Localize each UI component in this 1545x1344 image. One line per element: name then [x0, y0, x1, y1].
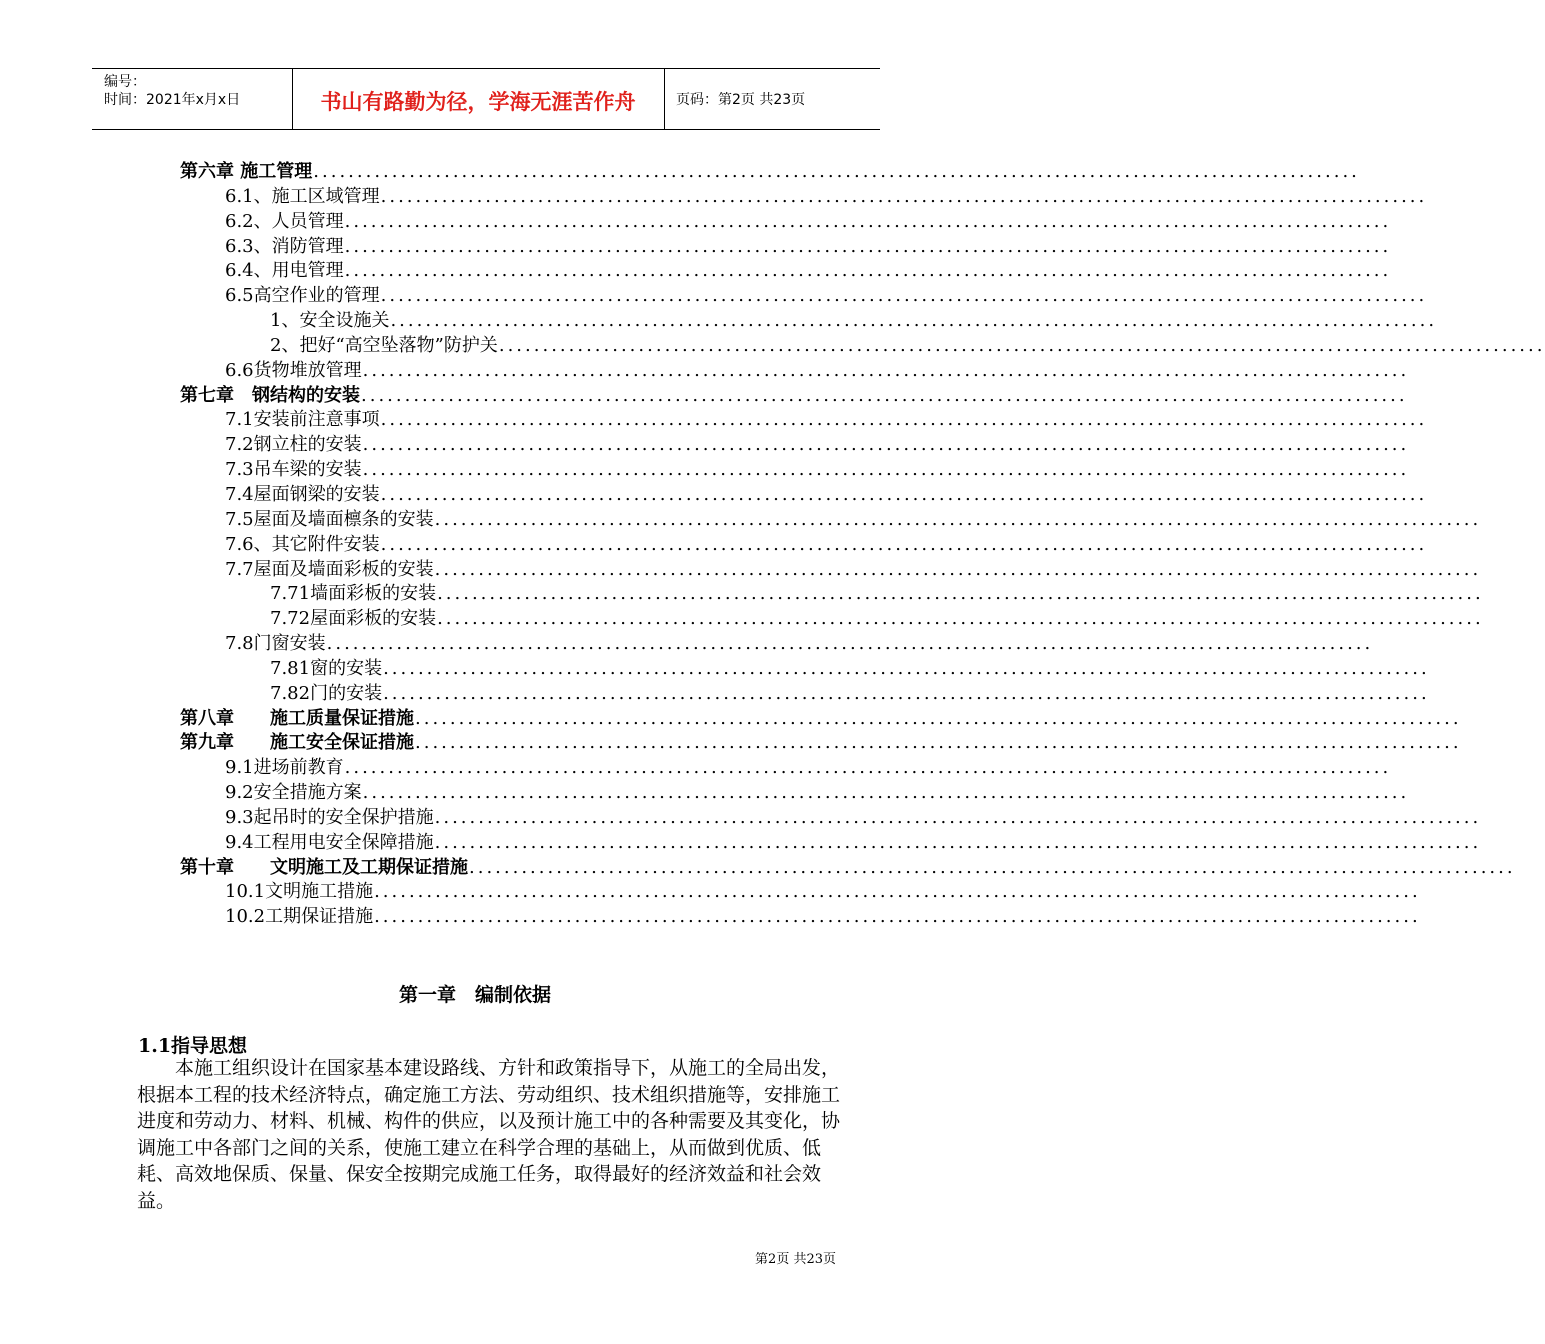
toc-entry — [0, 359, 1410, 384]
toc-leader-dots: ........................................................................................................................ — [361, 384, 1408, 406]
toc-entry — [0, 607, 1484, 632]
toc-entry-label: 第六章 施工管理 — [180, 161, 313, 182]
toc-leader-dots: ........................................................................................................................ — [326, 633, 1374, 655]
toc-leader-dots: ........................................................................................................................ — [380, 409, 1428, 431]
toc-entry-label: 7.3吊车梁的安装 — [225, 459, 362, 481]
toc-entry — [0, 160, 1360, 185]
toc-entry-label: 6.3、消防管理 — [225, 235, 344, 257]
toc-entry — [0, 831, 1482, 856]
toc-entry — [0, 210, 1392, 235]
toc-leader-dots: ........................................................................................................................ — [344, 210, 1392, 232]
toc-leader-dots: ........................................................................................................................ — [380, 185, 1428, 207]
toc-entry-label: 10.1文明施工措施 — [225, 881, 374, 903]
toc-entry-label: 6.1、施工区域管理 — [225, 185, 380, 207]
toc-entry — [0, 309, 1438, 334]
toc-leader-dots: ........................................................................................................................ — [383, 682, 1430, 704]
footer-page-number: 第2页 共23页 — [755, 1252, 836, 1267]
toc-entry — [0, 707, 1462, 732]
toc-leader-dots: ........................................................................................................................ — [434, 806, 1482, 828]
toc-leader-dots: ........................................................................................................................ — [415, 732, 1462, 754]
toc-entry-label: 6.5高空作业的管理 — [225, 285, 380, 307]
header-info-cell — [92, 69, 293, 129]
toc-leader-dots: ........................................................................................................................ — [380, 285, 1428, 307]
toc-leader-dots: ........................................................................................................................ — [344, 235, 1392, 257]
toc-entry — [0, 384, 1408, 409]
toc-leader-dots: ........................................................................................................................ — [380, 483, 1428, 505]
toc-entry-label: 第八章 施工质量保证措施 — [180, 707, 414, 729]
toc-entry-label: 1、安全设施关 — [270, 310, 390, 332]
body-paragraph: 本施工组织设计在国家基本建设路线、方针和政策指导下，从施工的全局出发，根据本工程的技术经济特点，确定施工方法、劳动组织、技术组织措施等，安排施工进度和劳动力、材料、机械、构件的供应，以及预计施工中的各种需要及其变化，协调施工中各部门之间的关系，使施工建立在科学合理的基础上，从而做到优质、低耗、高效地保质、保量、保安全按期完成施工任务，取得最好的经济效益和社会效益。 — [137, 1057, 841, 1212]
toc-entry — [0, 781, 1410, 806]
toc-leader-dots: ........................................................................................................................ — [434, 831, 1482, 853]
toc-leader-dots: ........................................................................................................................ — [469, 856, 1516, 878]
toc-leader-dots: ........................................................................................................................ — [415, 707, 1462, 729]
toc-entry — [0, 731, 1462, 756]
toc-entry-label: 7.1安装前注意事项 — [225, 409, 380, 431]
toc-entry — [0, 632, 1374, 657]
toc-entry — [0, 756, 1392, 781]
toc-entry-label: 10.2工期保证措施 — [225, 906, 374, 928]
toc-entry — [0, 682, 1430, 707]
doc-number: 编号： — [104, 74, 146, 90]
toc-entry — [0, 558, 1482, 583]
toc-entry — [0, 508, 1482, 533]
toc-entry-label: 7.8门窗安装 — [225, 633, 326, 655]
header-page-number: 页码：第2页 共23页 — [676, 92, 806, 108]
toc-leader-dots: ........................................................................................................................ — [437, 583, 1484, 605]
toc-entry-label: 7.82门的安装 — [270, 682, 383, 704]
toc-leader-dots: ........................................................................................................................ — [344, 757, 1392, 779]
toc-entry — [0, 408, 1428, 433]
toc-leader-dots: ........................................................................................................................ — [362, 782, 1410, 804]
toc-entry — [0, 905, 1421, 930]
toc-entry — [0, 483, 1428, 508]
table-of-contents — [0, 160, 1545, 930]
toc-entry-label: 7.4屋面钢梁的安装 — [225, 483, 380, 505]
toc-entry-label: 7.81窗的安装 — [270, 657, 383, 679]
doc-date: 时间：2021年x月x日 — [104, 92, 241, 108]
motto: 书山有路勤为径，学海无涯苦作舟 — [320, 90, 636, 114]
toc-entry — [0, 334, 1545, 359]
toc-leader-dots: ........................................................................................................................ — [498, 334, 1545, 356]
toc-entry — [0, 259, 1392, 284]
toc-entry-label: 第九章 施工安全保证措施 — [180, 732, 414, 754]
toc-leader-dots: ........................................................................................................................ — [390, 310, 1438, 332]
toc-entry-label: 7.2钢立柱的安装 — [225, 434, 362, 456]
toc-leader-dots: ........................................................................................................................ — [362, 434, 1410, 456]
toc-leader-dots: ........................................................................................................................ — [362, 459, 1410, 481]
toc-entry — [0, 582, 1484, 607]
toc-entry-label: 9.1进场前教育 — [225, 757, 344, 779]
toc-entry-label: 7.72屋面彩板的安装 — [270, 608, 437, 630]
toc-entry — [0, 235, 1392, 260]
toc-entry — [0, 433, 1410, 458]
toc-leader-dots: ........................................................................................................................ — [383, 657, 1430, 679]
toc-entry-label: 第十章 文明施工及工期保证措施 — [180, 856, 468, 878]
toc-entry-label: 6.4、用电管理 — [225, 260, 344, 282]
toc-leader-dots: ........................................................................................................................ — [374, 881, 1421, 903]
toc-entry-label: 9.2安全措施方案 — [225, 782, 362, 804]
toc-entry-label: 7.71墙面彩板的安装 — [270, 583, 437, 605]
toc-entry — [0, 284, 1428, 309]
header-page-cell — [664, 69, 880, 129]
toc-entry-label: 7.5屋面及墙面檩条的安装 — [225, 508, 434, 530]
toc-leader-dots: ........................................................................................................................ — [434, 558, 1482, 580]
toc-entry-label: 7.6、其它附件安装 — [225, 533, 380, 555]
toc-leader-dots: ........................................................................................................................ — [374, 906, 1421, 928]
section-title: 1.1指导思想 — [138, 1035, 248, 1057]
toc-entry — [0, 657, 1430, 682]
toc-entry — [0, 880, 1421, 905]
toc-entry-label: 第七章 钢结构的安装 — [180, 384, 360, 406]
toc-leader-dots: ........................................................................................................................ — [313, 161, 1360, 182]
toc-entry-label: 9.3起吊时的安全保护措施 — [225, 806, 434, 828]
header-motto-cell — [292, 69, 665, 129]
toc-leader-dots: ........................................................................................................................ — [380, 533, 1428, 555]
toc-entry-label: 6.2、人员管理 — [225, 210, 344, 232]
toc-leader-dots: ........................................................................................................................ — [437, 608, 1484, 630]
chapter-title: 第一章 编制依据 — [398, 984, 551, 1006]
toc-entry-label: 2、把好“高空坠落物”防护关 — [270, 334, 498, 356]
toc-entry-label: 9.4工程用电安全保障措施 — [225, 831, 434, 853]
toc-entry-label: 6.6货物堆放管理 — [225, 359, 362, 381]
toc-leader-dots: ........................................................................................................................ — [344, 260, 1392, 282]
toc-entry — [0, 458, 1410, 483]
page-header — [92, 68, 880, 130]
toc-entry — [0, 185, 1428, 210]
toc-entry — [0, 533, 1428, 558]
toc-entry — [0, 806, 1482, 831]
toc-entry-label: 7.7屋面及墙面彩板的安装 — [225, 558, 434, 580]
toc-leader-dots: ........................................................................................................................ — [434, 508, 1482, 530]
toc-entry — [0, 856, 1516, 881]
toc-leader-dots: ........................................................................................................................ — [362, 359, 1410, 381]
